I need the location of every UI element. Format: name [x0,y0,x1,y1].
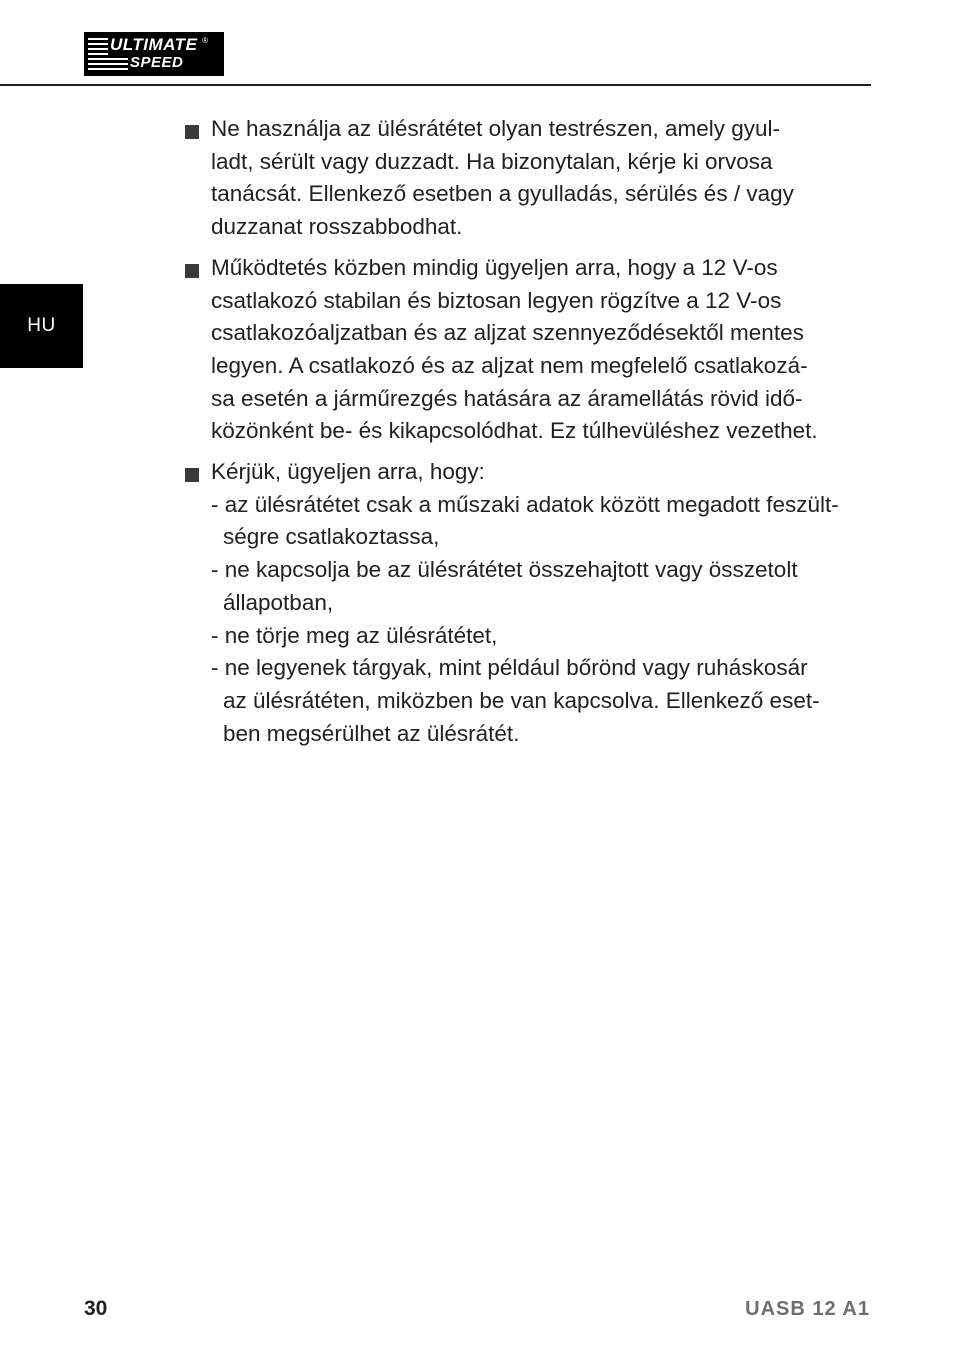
language-tab [0,284,83,368]
text-line: közönként be- és kikapcsolódhat. Ez túlhevüléshez vezethet. [211,418,818,444]
text-line: Kérjük, ügyeljen arra, hogy: [211,459,485,485]
page-number: 30 [84,1297,108,1320]
dash-item [211,489,854,554]
dash-item [211,620,854,653]
dash-line: - ne kapcsolja be az ülésrátétet összehajtott vagy összetolt [211,557,798,583]
bullet-item [184,456,854,750]
dash-line: ben megsérülhet az ülésrátét. [223,720,520,746]
square-bullet-icon [185,468,199,482]
text-line: Ne használja az ülésrátétet olyan testrészen, amely gyul- [211,116,781,141]
logo-word-ultimate: ULTIMATE [110,35,198,54]
main-content [184,113,854,758]
dash-line: állapotban, [223,589,334,615]
text-line: ladt, sérült vagy duzzadt. Ha bizonytalan, kérje ki orvosa [211,148,773,174]
header-rule [0,84,871,86]
text-line: Működtetés közben mindig ügyeljen arra, hogy a 12 V-os [211,254,778,280]
dash-line: - ne törje meg az ülésrátétet, [211,622,498,648]
text-line: legyen. A csatlakozó és az aljzat nem megfelelő csatlakozá- [211,352,808,378]
bullet-item [184,252,854,448]
logo-word-speed: SPEED [130,54,184,71]
text-line: tanácsát. Ellenkező esetben a gyulladás, sérülés és / vagy [211,181,794,207]
dash-line: - az ülésrátétet csak a műszaki adatok között megadott feszült- [211,491,839,517]
text-line: csatlakozó stabilan és biztosan legyen rögzítve a 12 V-os [211,287,782,313]
language-label: HU [27,315,56,336]
dash-item [211,652,854,750]
text-line: sa esetén a járműrezgés hatására az áramellátás rövid idő- [211,385,803,411]
text-line: csatlakozóaljzatban és az aljzat szennyeződésektől mentes [211,320,804,346]
model-number: UASB 12 A1 [745,1298,870,1320]
square-bullet-icon [185,264,199,278]
text-line: duzzanat rosszabbodhat. [211,214,463,240]
brand-logo [84,32,224,76]
dash-item [211,554,854,619]
square-bullet-icon [185,125,199,139]
dash-line: - ne legyenek tárgyak, mint például bőrönd vagy ruháskosár [211,655,808,681]
bullet-item [184,113,854,244]
dash-line: az ülésrátéten, miközben be van kapcsolva. Ellenkező eset- [223,687,820,713]
dash-line: ségre csatlakoztassa, [223,524,440,550]
logo-registered-mark: ® [202,36,208,45]
